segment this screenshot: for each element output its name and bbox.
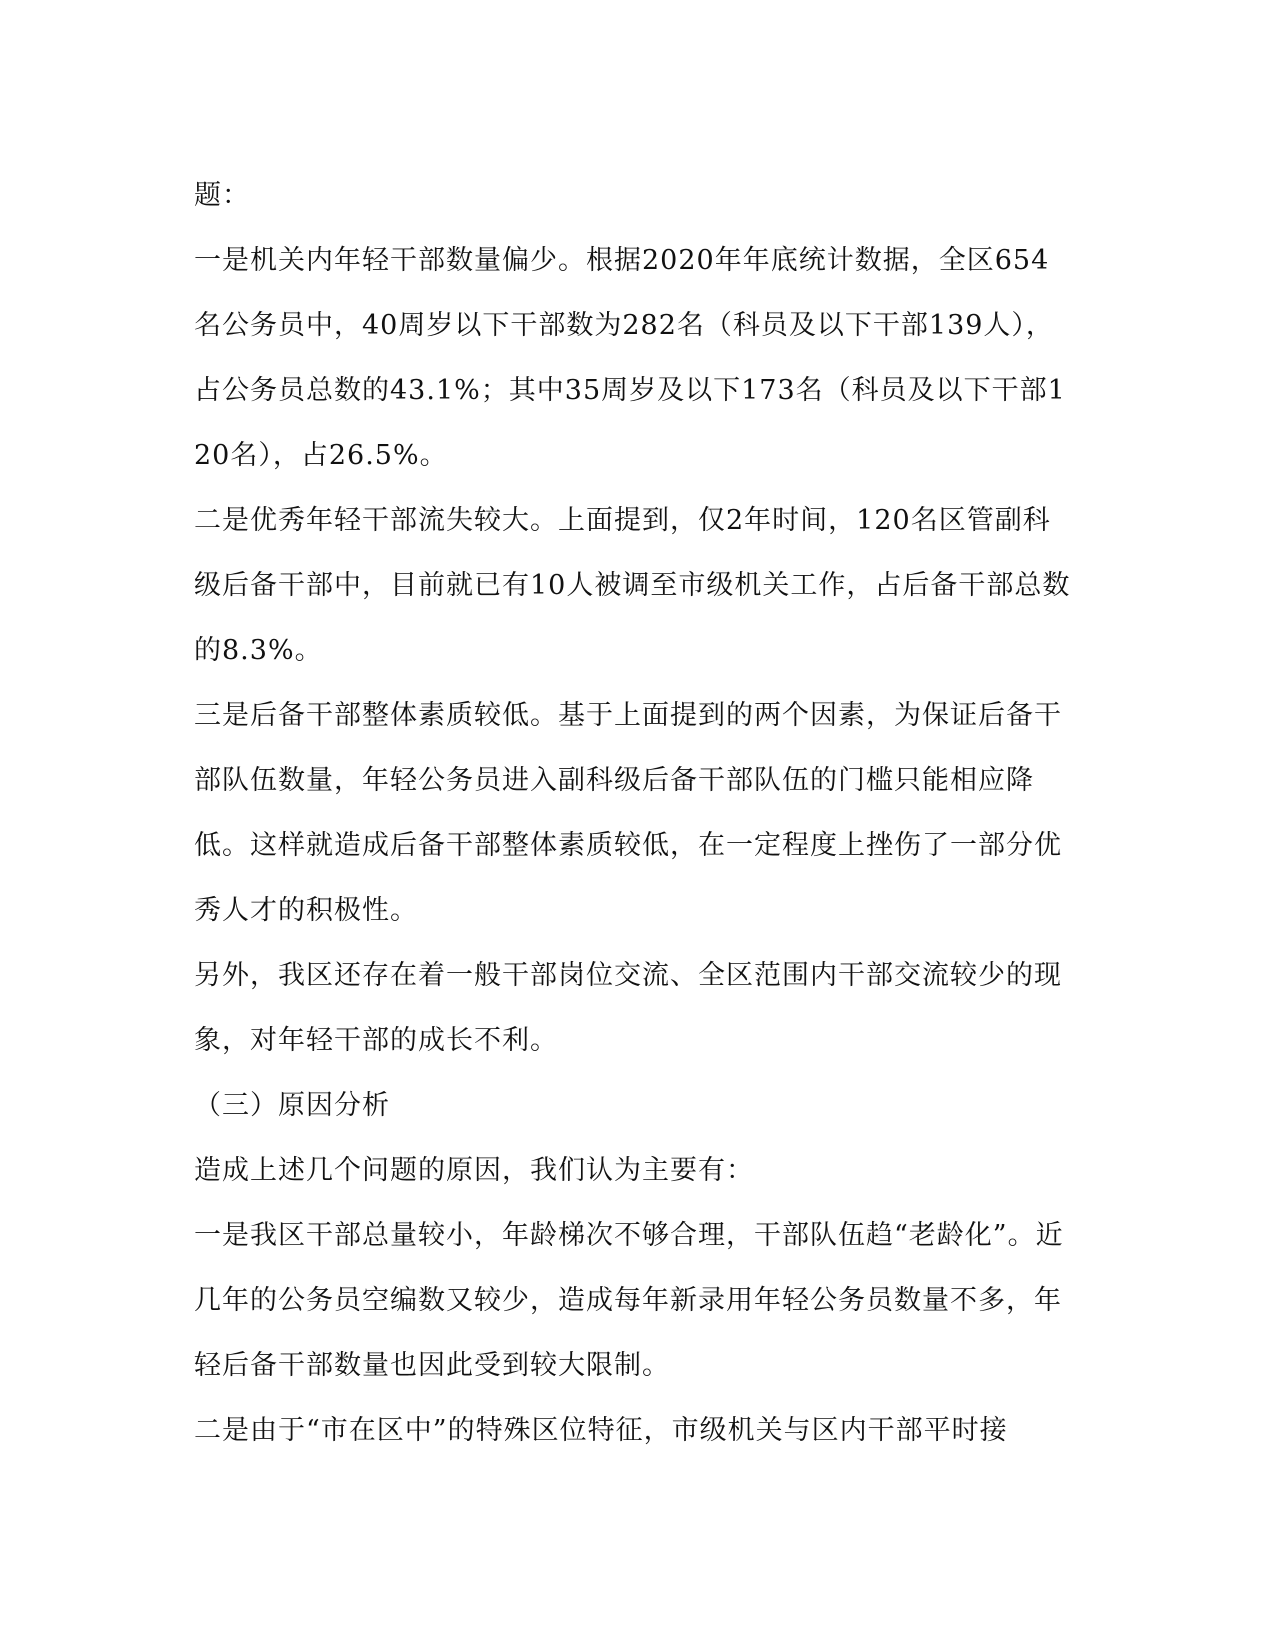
paragraph-problem-three: 三是后备干部整体素质较低。基于上面提到的两个因素，为保证后备干部队伍数量，年轻公务员进入副科级后备干部队伍的门槛只能相应降低。这样就造成后备干部整体素质较低，在一定程度上挫伤了一部分优秀人才的积极性。 <box>194 700 1062 926</box>
paragraph-cause-one: 一是我区干部总量较小，年龄梯次不够合理，干部队伍趋“老龄化”。近几年的公务员空编数又较少，造成每年新录用年轻公务员数量不多，年轻后备干部数量也因此受到较大限制。 <box>194 1220 1064 1381</box>
paragraph-question-label: 题： <box>194 180 250 211</box>
paragraph-causes-intro: 造成上述几个问题的原因，我们认为主要有： <box>194 1155 754 1186</box>
section-heading-cause-analysis: （三）原因分析 <box>194 1090 390 1121</box>
document-body <box>194 163 1074 1463</box>
paragraph-problem-one: 一是机关内年轻干部数量偏少。根据2020年年底统计数据，全区654名公务员中，40周岁以下干部数为282名（科员及以下干部139人），占公务员总数的43.1%；其中35周岁及以下173名（科员及以下干部120名），占26.5%。 <box>194 245 1066 471</box>
paragraph-cause-two: 二是由于“市在区中”的特殊区位特征，市级机关与区内干部平时接 <box>194 1415 1008 1446</box>
paragraph-problem-two: 二是优秀年轻干部流失较大。上面提到，仅2年时间，120名区管副科级后备干部中，目前就已有10人被调至市级机关工作，占后备干部总数的8.3%。 <box>194 505 1071 666</box>
paragraph-additional-issue: 另外，我区还存在着一般干部岗位交流、全区范围内干部交流较少的现象，对年轻干部的成长不利。 <box>194 960 1062 1056</box>
